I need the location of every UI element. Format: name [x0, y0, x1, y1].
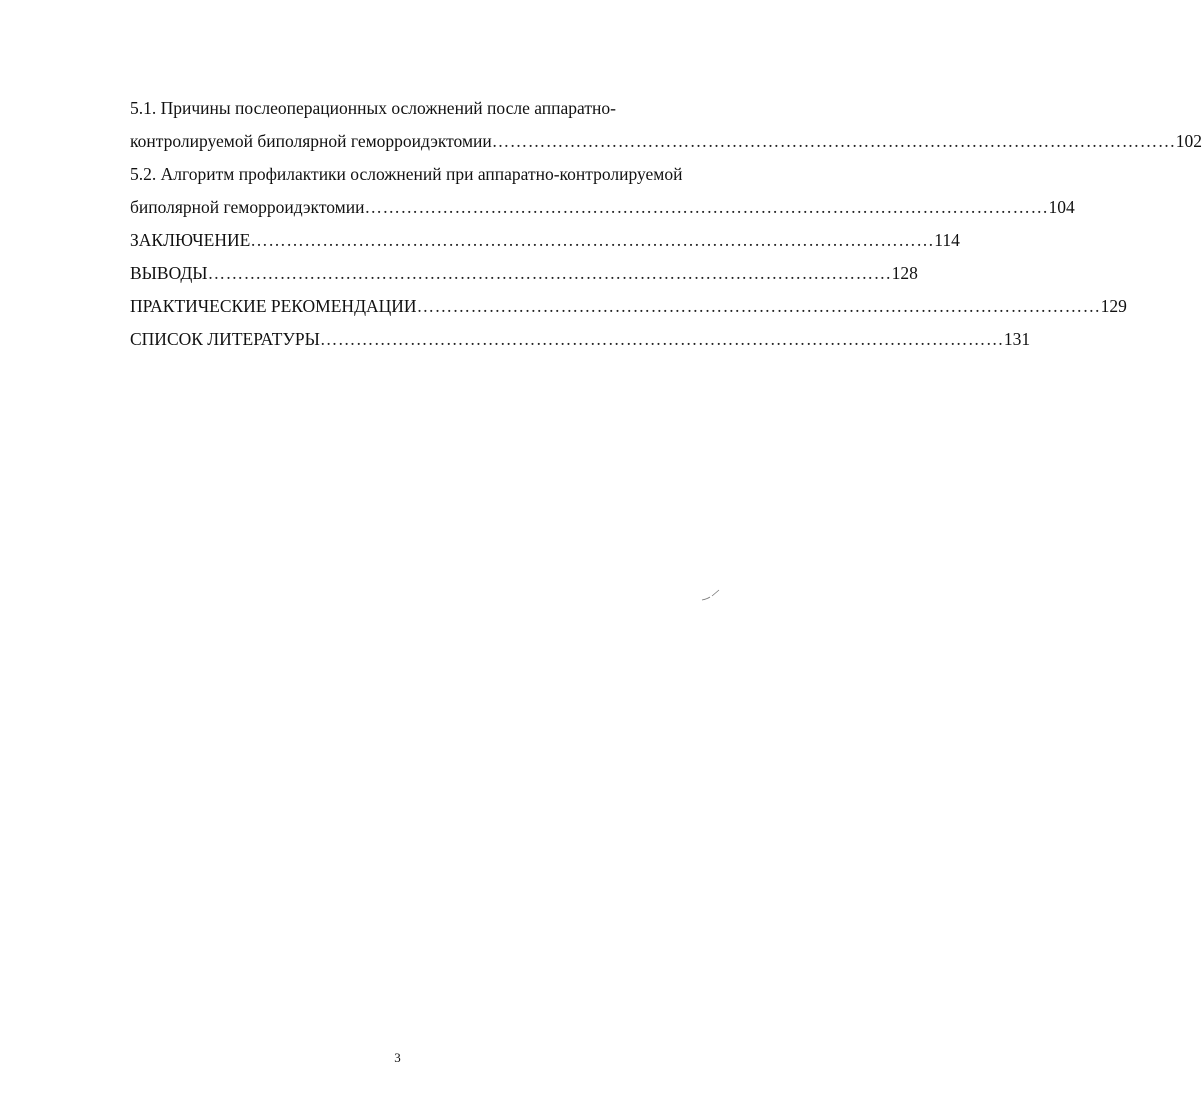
toc-entry-5-2-leader-line [130, 191, 1075, 224]
toc-entry-title: ВЫВОДЫ [130, 263, 208, 283]
toc-entry-title: 5.2. Алгоритм профилактики осложнений при аппаратно-контролируемой [130, 164, 683, 184]
dot-leader: …………………………………………………………………………………………………… [416, 296, 1101, 316]
toc-entry-5-1-leader-line [130, 125, 1202, 158]
toc-entry-title: 5.1. Причины послеоперационных осложнений после аппаратно- [130, 98, 616, 118]
toc-entry-title-continued: биполярной геморроидэктомии [130, 197, 365, 217]
dot-leader: …………………………………………………………………………………………………… [207, 263, 892, 283]
dot-leader: …………………………………………………………………………………………………… [250, 230, 935, 250]
toc-page-number: 131 [1003, 329, 1031, 349]
toc-entry-5-1-title-line [130, 92, 734, 125]
toc-entry-findings [130, 257, 918, 290]
toc-entry-5-2-title-line [130, 158, 734, 191]
toc-page-number: 128 [891, 263, 918, 283]
table-of-contents [130, 92, 1202, 356]
toc-entry-title-continued: контролируемой биполярной геморроидэктомии [130, 131, 492, 151]
scan-artifact-mark [700, 588, 722, 602]
toc-page-number: 114 [934, 230, 960, 250]
toc-entry-title: ПРАКТИЧЕСКИЕ РЕКОМЕНДАЦИИ [130, 296, 417, 316]
toc-entry-conclusion [130, 224, 960, 257]
dot-leader: …………………………………………………………………………………………………… [491, 131, 1176, 151]
toc-page-number: 129 [1100, 296, 1127, 316]
dot-leader: …………………………………………………………………………………………………… [319, 329, 1004, 349]
dot-leader: …………………………………………………………………………………………………… [364, 197, 1049, 217]
toc-entry-title: ЗАКЛЮЧЕНИЕ [130, 230, 251, 250]
toc-entry-title: СПИСОК ЛИТЕРАТУРЫ [130, 329, 320, 349]
toc-entry-references [130, 323, 1031, 356]
toc-page-number: 104 [1048, 197, 1075, 217]
toc-page-number: 102 [1175, 131, 1202, 151]
page-number: 3 [394, 1050, 401, 1065]
toc-entry-recommendations [130, 290, 1127, 323]
